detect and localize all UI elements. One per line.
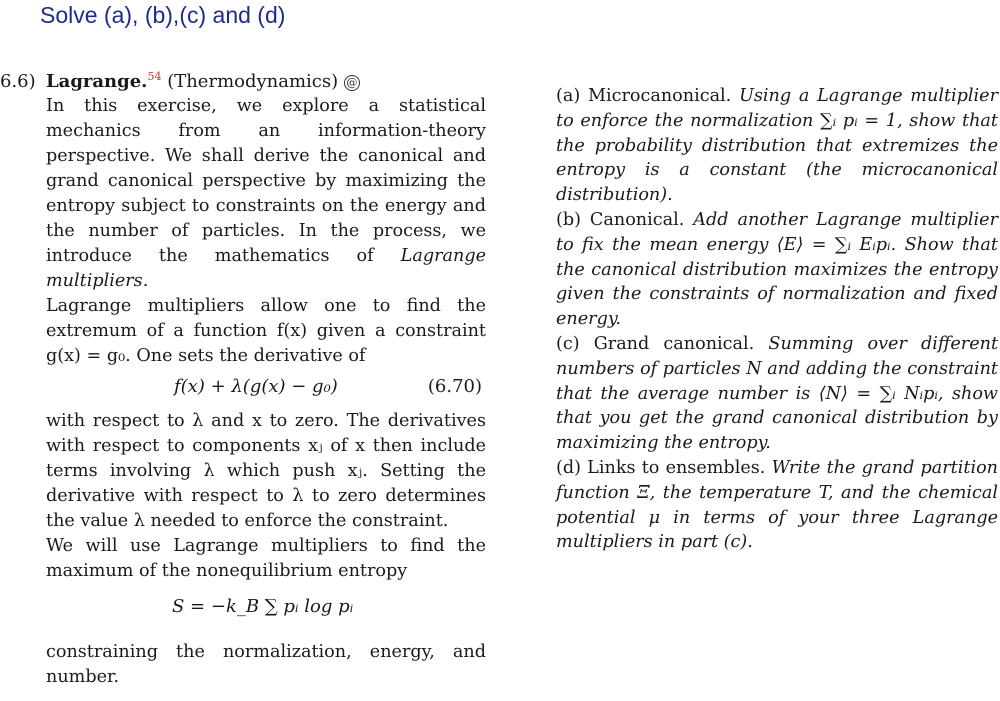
entropy-intro-paragraph: We will use Lagrange multipliers to find the maximum of the nonequilibrium entropy [46, 536, 486, 581]
equation-6-70 [46, 369, 486, 409]
part-c-body: Summing over different numbers of particles N and adding the constraint that the average number is ⟨N⟩ = ∑ᵢ Nᵢpᵢ, show that you get the grand canonical distribution by maximizing the entropy. [556, 333, 999, 454]
equation-expression: f(x) + λ(g(x) − g₀) [174, 376, 338, 397]
part-d-label: (d) Links to ensembles. [556, 457, 766, 478]
parts-right-column [556, 84, 998, 555]
entropy-equation [46, 584, 486, 640]
part-b [556, 208, 998, 332]
lagrange-paragraph: Lagrange multipliers allow one to find the extremum of a function f(x) given a constraint g(x) = g₀. One sets the derivative of [46, 296, 486, 366]
problem-left-column [0, 64, 490, 690]
part-c [556, 332, 998, 456]
problem-number: 6.6) [0, 71, 36, 92]
part-a [556, 84, 998, 208]
difficulty-badge: @ [344, 75, 360, 91]
question-header: Solve (a), (b),(c) and (d) [40, 2, 286, 28]
intro-emphasis: Lagrange multipliers. [46, 246, 486, 291]
equation-number: (6.70) [427, 376, 482, 397]
intro-text: In this exercise, we explore a statistical mechanics from an information-theory perspective. We shall derive the canonical and grand canonical perspective by maximizing the entropy subject to constraints on the energy and the number of particles. In the process, we introduce the mathematics of [46, 96, 486, 266]
footnote-marker: 54 [147, 70, 162, 83]
problem-title: Lagrange. [46, 71, 148, 92]
part-d-body: Write the grand partition function Ξ, the temperature T, and the chemical potential μ in terms of your three Lagrange multipliers in part (c). [556, 457, 999, 553]
part-a-label: (a) Microcanonical. [556, 86, 732, 106]
problem-category: (Thermodynamics) [167, 71, 339, 92]
part-a-body: Using a Lagrange multiplier to enforce the normalization ∑ᵢ pᵢ = 1, show that the probability distribution that extremizes the entropy is a constant (the microcanonical distribution). [556, 86, 998, 206]
constraint-paragraph: constraining the normalization, energy, and number. [46, 642, 486, 687]
problem-title-line [0, 64, 490, 94]
part-c-label: (c) Grand canonical. [556, 333, 755, 354]
entropy-expression: S = −k_B ∑ pᵢ log pᵢ [172, 596, 354, 617]
derivative-paragraph: with respect to λ and x to zero. The derivatives with respect to components xⱼ of x then include terms involving λ which push xⱼ. Setting the derivative with respect to λ to zero determines the value λ needed to enforce the constraint. [46, 411, 486, 531]
intro-paragraph [46, 94, 486, 294]
part-b-body: Add another Lagrange multiplier to fix the mean energy ⟨E⟩ = ∑ᵢ Eᵢpᵢ. Show that the canonical distribution maximizes the entropy given the constraints of normalization and fixed energy. [556, 209, 998, 330]
part-d [556, 456, 998, 555]
part-b-label: (b) Canonical. [556, 209, 685, 230]
